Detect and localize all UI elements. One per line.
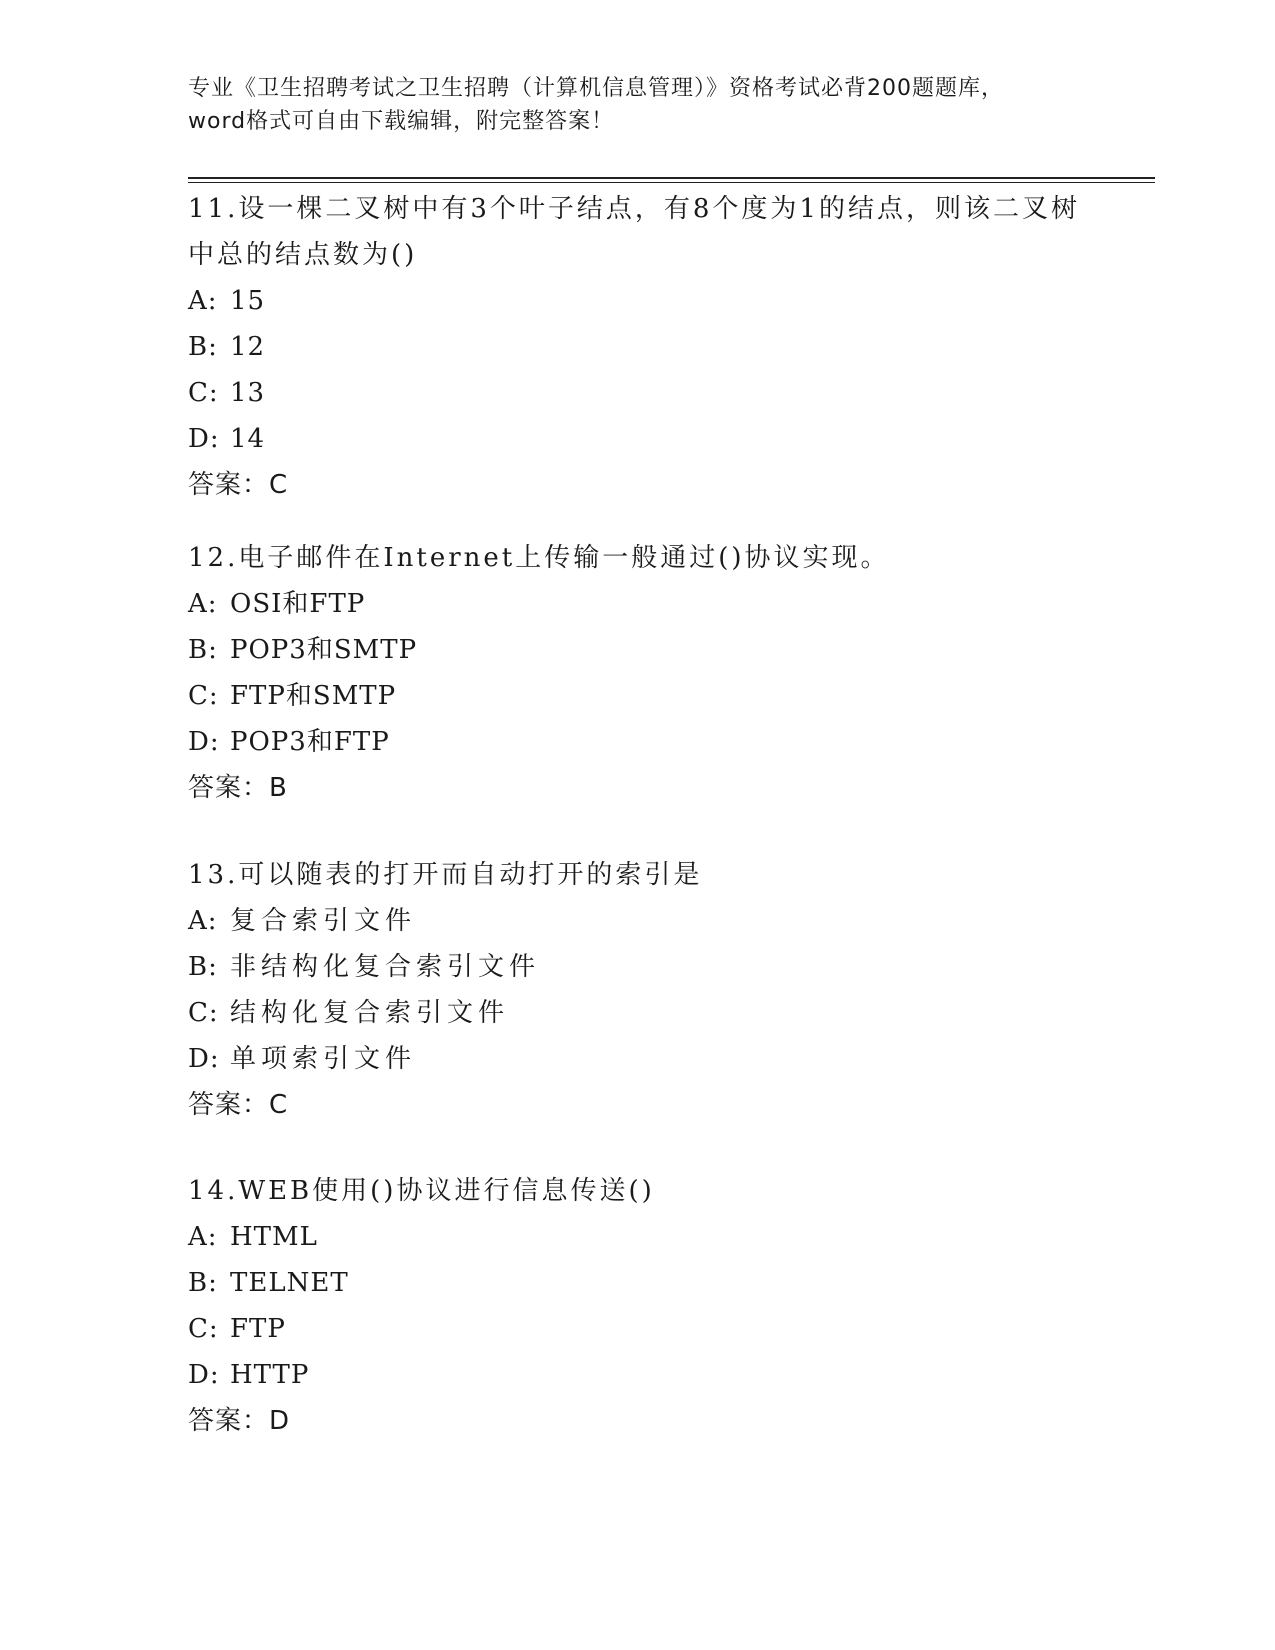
option-c: [188, 1306, 1088, 1352]
option-text: OSI和FTP: [230, 589, 366, 619]
answer-line: 答案：D: [188, 1406, 291, 1436]
option-text: FTP: [230, 1314, 286, 1344]
option-b: [188, 627, 1088, 673]
option-a: [188, 581, 1088, 627]
question-stem: 12.电子邮件在Internet上传输一般通过()协议实现。: [188, 543, 890, 573]
answer-line: 答案：B: [188, 773, 288, 803]
question-11: [188, 186, 1088, 508]
option-text: 单项索引文件: [230, 1044, 417, 1074]
option-key: A:: [188, 589, 218, 619]
option-d: [188, 719, 1088, 765]
option-a: [188, 898, 1088, 944]
document-header: [188, 72, 1088, 138]
option-key: C:: [188, 681, 219, 711]
option-text: TELNET: [230, 1268, 349, 1298]
option-key: C:: [188, 998, 219, 1028]
option-text: POP3和SMTP: [230, 635, 418, 665]
header-line-2: word格式可自由下载编辑，附完整答案！: [188, 109, 615, 134]
option-key: A:: [188, 286, 218, 316]
option-text: 结构化复合索引文件: [230, 998, 510, 1028]
question-stem: 11.设一棵二叉树中有3个叶子结点，有8个度为1的结点，则该二叉树中总的结点数为(): [188, 194, 1080, 270]
option-key: A:: [188, 1222, 218, 1252]
answer-line: 答案：C: [188, 1090, 289, 1120]
option-key: D:: [188, 424, 220, 454]
option-key: D:: [188, 1044, 220, 1074]
option-text: POP3和FTP: [230, 727, 390, 757]
option-key: B:: [188, 635, 218, 665]
header-divider-thick: [188, 177, 1155, 179]
option-key: B:: [188, 1268, 218, 1298]
question-stem: 14.WEB使用()协议进行信息传送(): [188, 1176, 655, 1206]
option-b: [188, 324, 1088, 370]
question-14: [188, 1168, 1088, 1444]
option-key: A:: [188, 906, 218, 936]
option-text: 复合索引文件: [230, 906, 417, 936]
option-a: [188, 1214, 1088, 1260]
option-d: [188, 1352, 1088, 1398]
option-text: HTML: [230, 1222, 318, 1252]
header-divider-thin: [188, 182, 1155, 183]
option-d: [188, 1036, 1088, 1082]
option-text: FTP和SMTP: [230, 681, 397, 711]
option-key: C:: [188, 378, 219, 408]
option-text: 15: [230, 286, 266, 316]
option-d: [188, 416, 1088, 462]
option-b: [188, 944, 1088, 990]
option-b: [188, 1260, 1088, 1306]
option-c: [188, 370, 1088, 416]
option-text: HTTP: [230, 1360, 310, 1390]
option-text: 13: [230, 378, 266, 408]
option-key: D:: [188, 727, 220, 757]
header-line-1: 专业《卫生招聘考试之卫生招聘（计算机信息管理）》资格考试必背200题题库，: [188, 76, 1004, 101]
option-key: C:: [188, 1314, 219, 1344]
question-stem: 13.可以随表的打开而自动打开的索引是: [188, 860, 703, 890]
option-key: D:: [188, 1360, 220, 1390]
question-12: [188, 535, 1088, 811]
option-c: [188, 990, 1088, 1036]
answer-line: 答案：C: [188, 470, 289, 500]
option-key: B:: [188, 332, 218, 362]
option-text: 14: [230, 424, 266, 454]
question-13: [188, 852, 1088, 1128]
option-text: 12: [230, 332, 266, 362]
option-key: B:: [188, 952, 218, 982]
option-a: [188, 278, 1088, 324]
option-text: 非结构化复合索引文件: [230, 952, 541, 982]
option-c: [188, 673, 1088, 719]
